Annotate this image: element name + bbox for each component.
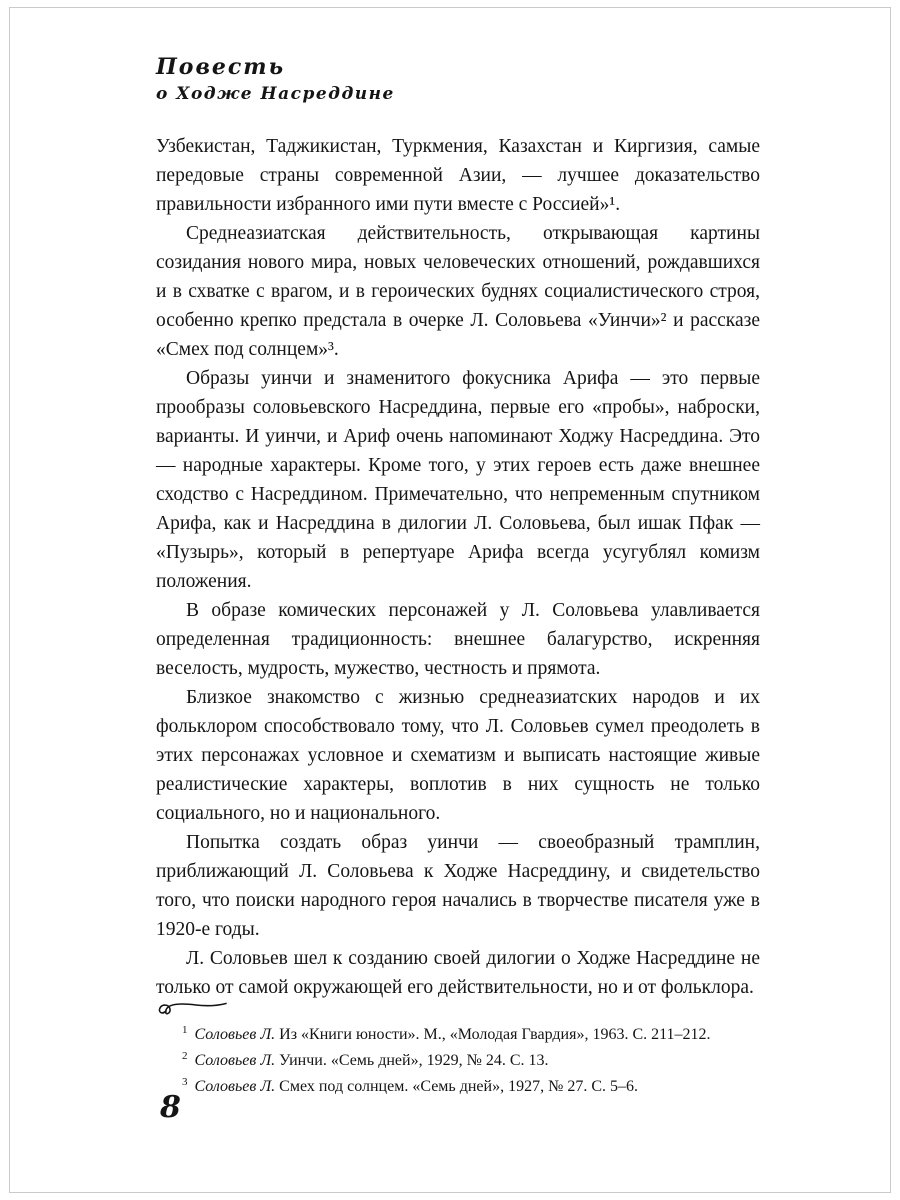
footnotes-section xyxy=(156,1000,760,1100)
footnote-text: Смех под солнцем. «Семь дней», 1927, № 27. С. 5–6. xyxy=(279,1078,639,1095)
paragraph: Образы уинчи и знаменитого фокусника Арифа — это первые прообразы соловьевского Насреддина, первые его «пробы», наброски, варианты. И уинчи, и Ариф очень напоминают Ходжу Насреддина. Это — народные характеры. Кроме того, у этих героев есть даже внешнее сходство с Насреддином. Примечательно, что непременным спутником Арифа, как и Насреддина в дилогии Л. Соловьева, был ишак Пфак — «Пузырь», который в репертуаре Арифа всегда усугублял комизм положения. xyxy=(156,368,760,592)
footnote xyxy=(156,1048,760,1074)
footnote xyxy=(156,1074,760,1100)
footnote-text: Уинчи. «Семь дней», 1929, № 24. С. 13. xyxy=(279,1052,549,1069)
paragraph: В образе комических персонажей у Л. Соловьева улавливается определенная традиционность: внешнее балагурство, искренняя веселость, мудрость, мужество, честность и прямота. xyxy=(156,600,760,679)
paragraph: Среднеазиатская действительность, открывающая картины созидания нового мира, новых человеческих отношений, рождавшихся и в схватке с врагом, и в героических буднях социалистического строя, особенно крепко предстала в очерке Л. Соловьева «Уинчи»² и рассказе «Смех под солнцем»³. xyxy=(156,223,760,360)
footnote-marker: 1 xyxy=(182,1023,188,1036)
footnote xyxy=(156,1022,760,1048)
paragraph: Узбекистан, Таджикистан, Туркмения, Казахстан и Киргизия, самые передовые страны современной Азии, — лучшее доказательство правильности избранного ими пути вместе с Россией»¹. xyxy=(156,136,760,215)
running-header-subtitle: о Ходже Насреддине xyxy=(156,84,395,104)
book-page xyxy=(9,7,891,1193)
running-header-title: Повесть xyxy=(156,54,286,80)
page-body xyxy=(156,132,760,1002)
footnote-marker: 3 xyxy=(182,1075,188,1088)
footnote-text: Из «Книги юности». М., «Молодая Гвардия», 1963. С. 211–212. xyxy=(279,1026,711,1043)
footnote-author: Соловьев Л. xyxy=(194,1078,276,1095)
page-number: 8 xyxy=(160,1090,181,1125)
running-header xyxy=(156,54,395,105)
paragraph: Попытка создать образ уинчи — своеобразный трамплин, приближающий Л. Соловьева к Ходже Насреддину, и свидетельство того, что поиски народного героя начались в творчестве писателя уже в 1920-е годы. xyxy=(156,832,760,940)
flourish-ornament xyxy=(158,1000,228,1018)
footnote-author: Соловьев Л. xyxy=(194,1026,276,1043)
footnote-marker: 2 xyxy=(182,1049,188,1062)
footnote-author: Соловьев Л. xyxy=(194,1052,276,1069)
paragraph: Л. Соловьев шел к созданию своей дилогии о Ходже Насреддине не только от самой окружающей его действительности, но и от фольклора. xyxy=(156,948,760,998)
paragraph: Близкое знакомство с жизнью среднеазиатских народов и их фольклором способствовало тому, что Л. Соловьев сумел преодолеть в этих персонажах условное и схематизм и выписать настоящие живые реалистические характеры, воплотив в них сущность не только социального, но и национального. xyxy=(156,687,760,824)
